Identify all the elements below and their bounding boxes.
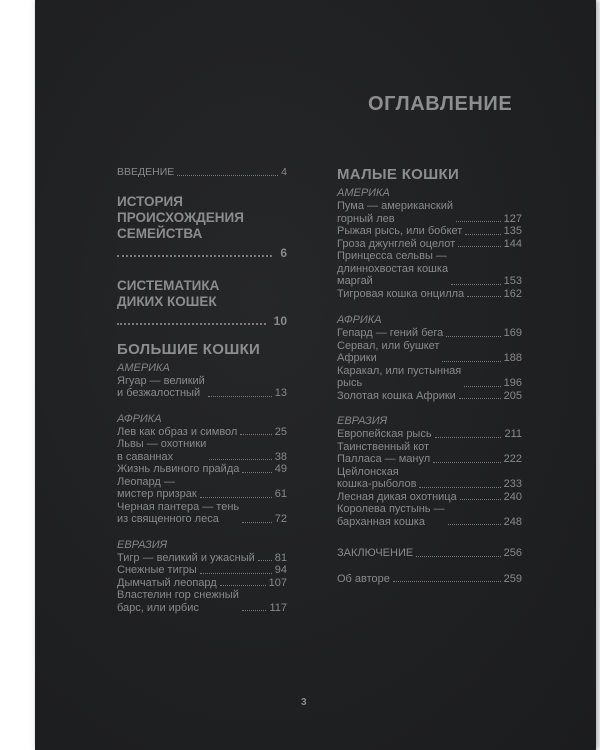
toc-entry-page: 135 [503, 225, 522, 237]
toc-entry-label: Дымчатый леопард [117, 576, 217, 589]
section-heading-big-cats: БОЛЬШИЕ КОШКИ [117, 340, 261, 358]
toc-entry[interactable] [337, 327, 522, 340]
dot-leader [242, 522, 272, 523]
toc-entry-label: Золотая кошка Африки [337, 389, 456, 402]
toc-entry[interactable] [337, 390, 522, 403]
dot-leader [460, 499, 501, 500]
dot-leader [442, 361, 500, 362]
toc-entry-label: Каракал, или пустынная рысь [337, 364, 462, 389]
toc-entry-page: 256 [503, 547, 522, 559]
dot-leader [258, 560, 272, 561]
toc-entry[interactable] [117, 375, 287, 400]
toc-entry[interactable] [337, 200, 522, 225]
toc-entry[interactable] [117, 589, 287, 614]
toc-entry-page: 153 [503, 275, 522, 287]
toc-entry-page: 240 [503, 490, 522, 503]
toc-entry-page: 259 [503, 572, 522, 585]
toc-entry-page: 188 [503, 352, 522, 364]
toc-entry[interactable] [337, 466, 522, 491]
region-america [337, 187, 522, 300]
toc-entry-page: 72 [274, 513, 287, 525]
toc-right-column [337, 166, 522, 585]
toc-entry-label: Властелин гор снежный барс, или ирбис [117, 589, 239, 614]
toc-entry-label: Снежные тигры [117, 564, 197, 576]
dot-leader [117, 255, 272, 257]
toc-entry-page: 107 [268, 576, 287, 589]
region-label: АМЕРИКА [117, 361, 170, 374]
toc-entry[interactable] [117, 438, 287, 463]
toc-entry-label: ЗАКЛЮЧЕНИЕ [337, 547, 414, 559]
toc-entry[interactable] [337, 225, 522, 238]
toc-entry-page: 13 [274, 387, 287, 399]
toc-entry-history[interactable] [117, 194, 287, 260]
toc-entry[interactable] [337, 441, 522, 466]
toc-entry-page: 4 [281, 166, 287, 178]
toc-entry-page: 211 [504, 428, 522, 440]
toc-entry[interactable] [117, 476, 287, 501]
toc-entry-page: 169 [503, 327, 522, 339]
toc-entry-page: 127 [503, 212, 522, 225]
page-number: 3 [301, 697, 307, 708]
book-page [35, 0, 596, 750]
toc-entry-label: Гепард — гений бега [337, 327, 444, 339]
dot-leader [416, 556, 500, 557]
dot-leader [117, 323, 266, 325]
page-title: ОГЛАВЛЕНИЕ [368, 93, 513, 115]
toc-entry[interactable] [337, 503, 522, 528]
dot-leader [419, 487, 500, 488]
toc-entry[interactable] [337, 250, 522, 288]
toc-entry-page: 222 [503, 453, 522, 465]
dot-leader [459, 398, 501, 399]
toc-entry-about[interactable] [337, 573, 522, 586]
toc-entry-page: 248 [503, 515, 522, 528]
toc-entry-page: 81 [274, 551, 287, 564]
dot-leader [209, 459, 271, 460]
toc-entry-page: 233 [503, 478, 522, 490]
dot-leader [208, 396, 272, 397]
toc-entry-label: Лев как образ и символ [117, 425, 238, 438]
dot-leader [200, 497, 272, 498]
toc-entry-page: 196 [503, 377, 522, 389]
toc-entry-label: Пума — американский горный лев [337, 200, 453, 225]
toc-entry-page: 49 [274, 463, 287, 475]
toc-entry-label: Тигр — великий и ужасный [117, 551, 255, 564]
toc-entry-label: ВВЕДЕНИЕ [117, 166, 175, 178]
dot-leader [200, 573, 272, 574]
dot-leader [446, 336, 500, 337]
toc-entry-page: 38 [274, 450, 287, 463]
toc-entry-label: Лесная дикая охотница [337, 490, 457, 503]
toc-left-column [117, 166, 287, 614]
region-label: АФРИКА [117, 412, 162, 425]
toc-entry-label: Королева пустынь — барханная кошка [337, 503, 445, 528]
region-eurasia [337, 415, 522, 528]
region-eurasia [117, 539, 287, 615]
region-america [117, 362, 287, 400]
toc-entry-page: 144 [503, 237, 522, 250]
dot-leader [433, 462, 501, 463]
toc-entry-systematics[interactable] [117, 278, 287, 328]
toc-entry-page: 61 [274, 488, 287, 500]
region-label: АМЕРИКА [337, 187, 390, 199]
toc-entry-page: 162 [503, 287, 522, 300]
section-heading-small-cats: МАЛЫЕ КОШКИ [337, 166, 460, 183]
toc-entry-label: Тигровая кошка онцилла [337, 287, 465, 300]
dot-leader [451, 284, 501, 285]
toc-entry-label: Гроза джунглей оцелот [337, 237, 456, 250]
dot-leader [464, 386, 500, 387]
toc-entry[interactable] [117, 564, 287, 577]
toc-entry-label: СИСТЕМАТИКА ДИКИХ КОШЕК [117, 277, 220, 309]
toc-entry-label: Леопард — мистер призрак [117, 475, 197, 500]
toc-entry-label: Рыжая рысь, или бобкет [337, 225, 463, 237]
toc-entry-page: 117 [269, 601, 287, 614]
toc-entry[interactable] [337, 238, 522, 251]
toc-entry[interactable] [117, 577, 287, 590]
dot-leader [467, 296, 500, 297]
toc-entry-page: 10 [273, 313, 287, 328]
dot-leader [448, 524, 501, 525]
dot-leader [240, 434, 271, 435]
dot-leader [220, 585, 266, 586]
dot-leader [435, 437, 502, 438]
toc-entry[interactable] [117, 426, 287, 439]
toc-entry[interactable] [337, 491, 522, 504]
toc-entry[interactable] [337, 340, 522, 365]
dot-leader [242, 472, 271, 473]
region-label: ЕВРАЗИЯ [337, 415, 388, 427]
dot-leader [393, 581, 501, 582]
toc-entry[interactable] [117, 501, 287, 526]
dot-leader [242, 610, 267, 611]
toc-entry-conclusion[interactable] [337, 547, 522, 560]
toc-entry[interactable] [337, 428, 522, 441]
region-label: АФРИКА [337, 314, 382, 326]
dot-leader [465, 234, 500, 235]
toc-entry-page: 205 [503, 389, 522, 402]
toc-entry-page: 25 [274, 425, 287, 438]
toc-entry-label: Черная пантера — тень из священного леса [117, 500, 240, 525]
toc-entry[interactable] [337, 365, 522, 390]
toc-entry-label: Об авторе [337, 572, 390, 585]
toc-entry[interactable] [117, 552, 287, 565]
toc-entry-label: Львы — охотники в саваннах [117, 438, 207, 463]
toc-entry[interactable] [117, 463, 287, 476]
toc-entry-label: Таинственный кот Палласа — манул [337, 440, 431, 465]
region-africa [117, 413, 287, 526]
toc-entry-label: Принцесса сельвы — длиннохвостая кошка маргай [337, 250, 449, 287]
toc-entry-label: Сервал, или бушкет Африки [337, 339, 440, 364]
toc-entry[interactable] [337, 288, 522, 301]
dot-leader [456, 221, 501, 222]
dot-leader [458, 246, 500, 247]
dot-leader [177, 175, 278, 176]
region-label: ЕВРАЗИЯ [117, 538, 168, 551]
toc-entry-label: Жизнь львиного прайда [117, 463, 240, 475]
toc-entry-label: Цейлонская кошка-рыболов [337, 465, 417, 490]
toc-entry-label: Ягуар — великий и безжалостный [117, 374, 205, 399]
toc-entry-intro[interactable] [117, 166, 287, 179]
toc-entry-page: 94 [274, 564, 287, 576]
region-africa [337, 314, 522, 402]
toc-entry-label: Европейская рысь [337, 428, 432, 440]
toc-entry-page: 6 [280, 245, 287, 260]
toc-entry-label: ИСТОРИЯ ПРОИСХОЖДЕНИЯ СЕМЕЙСТВА [117, 193, 244, 241]
